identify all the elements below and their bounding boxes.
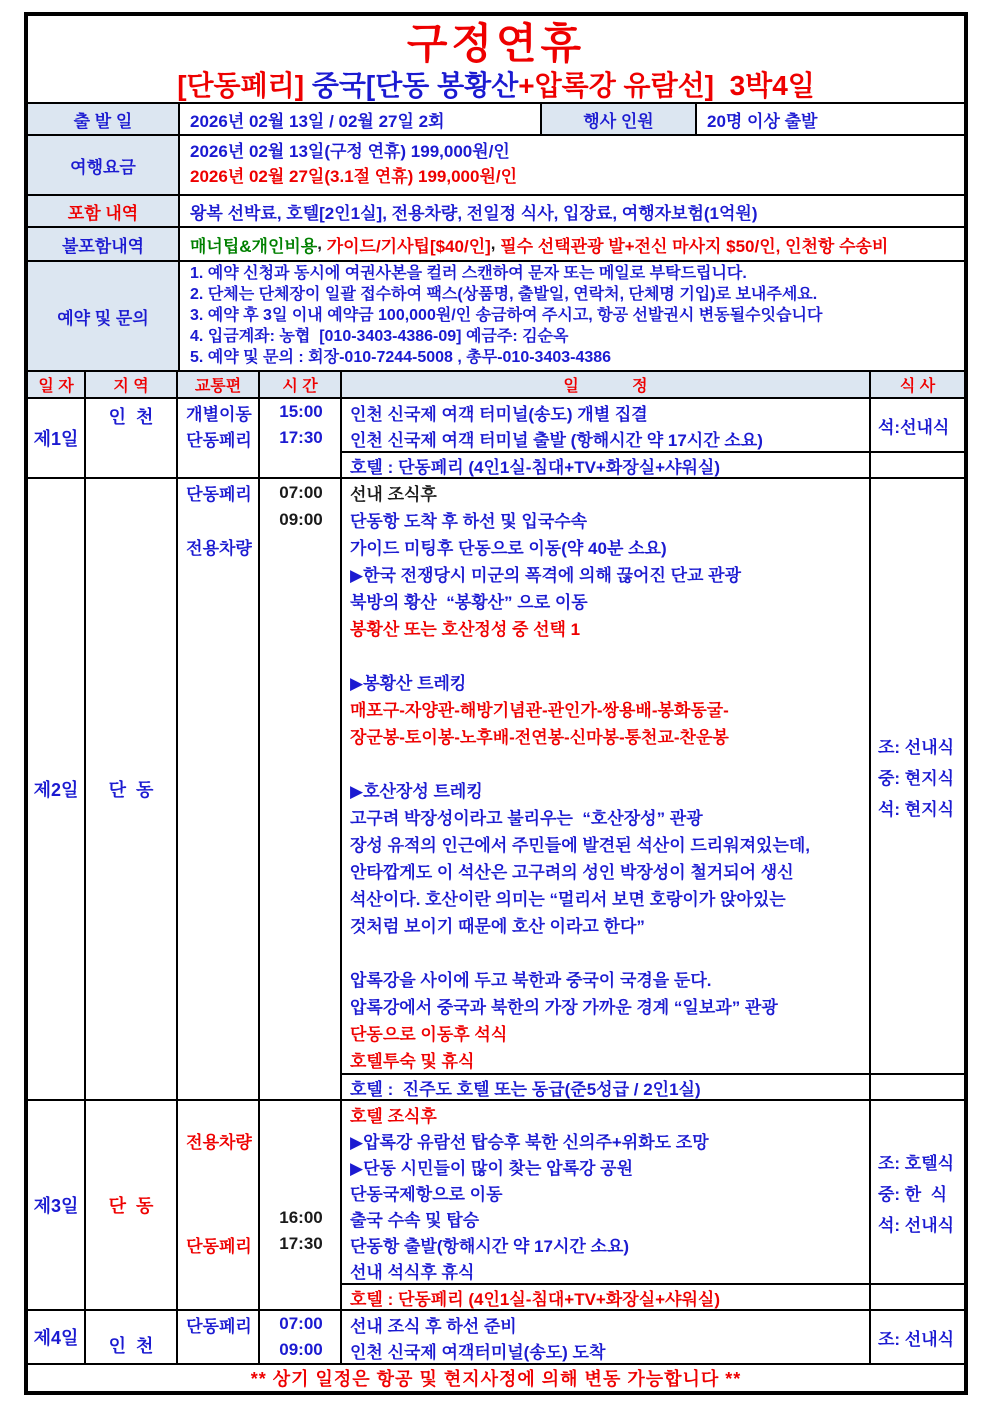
transport-label: 전용차량: [186, 539, 252, 558]
time-label: 16:00: [279, 1208, 323, 1227]
page-title: 구정연휴: [406, 20, 586, 67]
schedule-line: 고구려 박장성이라고 불리우는 “호산장성” 관광: [350, 809, 703, 828]
time-label: 15:00: [279, 402, 323, 421]
schedule-line: 가이드 미팅후 단동으로 이동(약 40분 소요): [350, 539, 667, 558]
header-schedule: 일 정: [342, 372, 871, 397]
day-label: 제1일: [28, 399, 86, 477]
schedule-line: ▶한국 전쟁당시 미군의 폭격에 의해 끊어진 단교 관광: [350, 566, 741, 585]
meal-item: 조: 호텔식: [878, 1153, 955, 1173]
schedule-line: 인천 신국제 여객 터미널(송도) 개별 집결: [350, 404, 648, 424]
included-label: 포함 내역: [28, 196, 180, 226]
meal-cell: [871, 479, 964, 1073]
departure-row: [28, 102, 964, 134]
schedule-line: 선내 조식 후 하선 준비: [350, 1316, 517, 1336]
schedule-line: ▶호산장성 트레킹: [350, 782, 483, 801]
included-value: 왕복 선박료, 호텔[2인1실], 전용차량, 전일정 식사, 입장료, 여행자보험(1억원): [190, 203, 758, 223]
transport-label: 전용차량: [186, 1132, 252, 1152]
header-meals: 식 사: [899, 378, 936, 395]
time-label: 07:00: [279, 1314, 323, 1333]
schedule-line: 압록강에서 중국과 북한의 가장 가까운 경계 “일보과” 관광: [350, 998, 778, 1017]
meal-item: 중: 현지식: [878, 768, 955, 788]
schedule-line: ▶단동 시민들이 많이 찾는 압록강 공원: [350, 1158, 634, 1178]
schedule-line: 것처럼 보이기 때문에 호산 이라고 한다”: [350, 917, 645, 936]
itinerary-document: [24, 12, 968, 1395]
party-size-value: 20명 이상 출발: [707, 111, 818, 131]
schedule-line: 장성 유적의 인근에서 주민들에 발견된 석산이 드리워져있는데,: [350, 836, 811, 855]
reserve-row: [28, 260, 964, 370]
schedule-line: 매포구-자양관-해방기념관-관인가-쌍용배-봉화동굴-: [350, 701, 729, 720]
price-line-2: 2026년 02월 27일(3.1절 연휴) 199,000원/인: [190, 167, 518, 187]
meal-cell: [871, 1311, 964, 1363]
meal-item: 중: 한 식: [878, 1184, 948, 1204]
schedule-line: ▶봉황산 트레킹: [350, 674, 467, 693]
text-segment: ,: [317, 234, 327, 253]
time-label: 09:00: [279, 509, 323, 529]
time-label: 07:00: [279, 482, 323, 502]
price-label: 여행요금: [28, 136, 180, 194]
schedule-line: 인천 신국제 여객터미널(송도) 도착: [350, 1342, 606, 1362]
schedule-line: 압록강을 사이에 두고 북한과 중국이 국경을 둔다.: [350, 971, 712, 990]
price-row: [28, 134, 964, 194]
schedule-line: 선내 조식후: [350, 485, 437, 504]
reserve-value: [180, 262, 964, 370]
itinerary-day: [28, 477, 964, 1099]
price-value: [180, 136, 964, 194]
text-segment: [단동페리]: [177, 70, 312, 101]
header-day: 일 자: [28, 372, 86, 397]
text-segment: 필수 선택관광 발+전신 마사지 $50/인, 인천항 수송비: [500, 236, 889, 256]
schedule-line: 호텔투숙 및 휴식: [350, 1052, 475, 1071]
meal-item: 조: 선내식: [878, 737, 955, 757]
region-label: 단 동: [86, 479, 178, 1099]
meal-cell: [871, 1101, 964, 1283]
schedule-line: 석산이다. 호산이란 의미는 “멀리서 보면 호랑이가 앉아있는: [350, 890, 786, 909]
transport-column: [178, 479, 260, 1099]
region-label: 인 천: [86, 1311, 178, 1363]
schedule-line: 북방의 황산 “봉황산” 으로 이동: [350, 593, 588, 612]
price-line-1: 2026년 02월 13일(구정 연휴) 199,000원/인: [190, 141, 510, 161]
meal-item: 석: 현지식: [878, 799, 955, 819]
reserve-line-4: 4. 입금계좌: 농협 [010-3403-4386-09] 예금주: 김순옥: [190, 328, 569, 346]
transport-label: 단동페리: [186, 430, 252, 450]
itinerary-days: [28, 397, 964, 1363]
hotel-meal-cell: [871, 1073, 964, 1099]
footer-note: ** 상기 일정은 항공 및 현지사정에 의해 변동 가능합니다 **: [28, 1363, 964, 1391]
transport-label: 개별이동: [186, 404, 252, 424]
text-segment: +압록강 유람선] 3박4일: [518, 70, 815, 101]
itinerary-day: [28, 397, 964, 477]
text-segment: 중국[단동 봉황산: [311, 70, 519, 101]
itinerary-day: [28, 1099, 964, 1309]
excluded-label: 불포함내역: [28, 228, 180, 260]
meal-item: 조: 선내식: [878, 1329, 955, 1349]
page-subtitle: [28, 66, 964, 102]
schedule-line: 단동항 도착 후 하선 및 입국수속: [350, 512, 588, 531]
excluded-value: [180, 228, 964, 260]
schedule-line: ▶압록강 유람선 탑승후 북한 신의주+위화도 조망: [350, 1132, 709, 1152]
text-segment: 가이드/기사팁[$40/인]: [326, 236, 491, 256]
reserve-label: 예약 및 문의: [28, 262, 180, 370]
info-table: [28, 102, 964, 370]
schedule-line: 인천 신국제 여객 터미널 출발 (항해시간 약 17시간 소요): [350, 430, 763, 450]
transport-label: 단동페리: [186, 485, 252, 504]
excluded-row: [28, 226, 964, 260]
schedule-line: 안타깝게도 이 석산은 고구려의 성인 박장성이 철거되어 생신: [350, 863, 794, 882]
schedule-line: 선내 석식후 휴식: [350, 1262, 475, 1282]
text-segment: ,: [490, 234, 501, 253]
header-region: 지 역: [86, 372, 178, 397]
party-size-label: 행사 인원: [540, 104, 697, 134]
reserve-line-5: 5. 예약 및 문의 : 회장-010-7244-5008 , 총무-010-3403-4386: [190, 349, 612, 367]
time-label: 17:30: [279, 428, 323, 447]
meal-item: 석: 선내식: [878, 1215, 955, 1235]
included-row: [28, 194, 964, 226]
departure-value: 2026년 02월 13일 / 02월 27일 2회: [190, 111, 445, 131]
reserve-line-3: 3. 예약 후 3일 이내 예약금 100,000원/인 송금하여 주시고, 항공 선발권시 변동될수잇습니다: [190, 307, 823, 325]
header-time: 시 간: [260, 372, 342, 397]
header-transport: 교통편: [178, 372, 260, 397]
day-label: 제2일: [28, 479, 86, 1099]
departure-label: 출 발 일: [28, 104, 180, 134]
schedule-line: 호텔 조식후: [350, 1106, 437, 1126]
schedule-line: 봉황산 또는 호산정성 중 선택 1: [350, 620, 581, 639]
meal-cell: [871, 399, 964, 451]
hotel-line: 호텔 : 진주도 호텔 또는 동급(준5성급 / 2인1실): [342, 1073, 871, 1099]
itinerary-day: [28, 1309, 964, 1363]
hotel-meal-cell: [871, 451, 964, 477]
schedule-line: 단동항 출발(항해시간 약 17시간 소요): [350, 1236, 630, 1256]
time-label: 09:00: [279, 1340, 323, 1359]
itinerary-header: [28, 370, 964, 397]
day-label: 제4일: [28, 1311, 86, 1363]
region-label: 단 동: [86, 1101, 178, 1309]
hotel-line: 호텔 : 단동페리 (4인1실-침대+TV+화장실+샤워실): [342, 1283, 871, 1309]
transport-label: 단동페리: [186, 1316, 252, 1336]
schedule-line: 장군봉-토이봉-노후배-전연봉-신마봉-통천교-찬운봉: [350, 728, 729, 747]
region-label: 인 천: [86, 399, 178, 477]
schedule-line: 단동으로 이동후 석식: [350, 1025, 508, 1044]
meal-item: 석:선내식: [878, 417, 950, 437]
schedule-line: 출국 수속 및 탑승: [350, 1210, 480, 1230]
transport-label: 단동페리: [186, 1236, 252, 1256]
schedule-line: 단동국제항으로 이동: [350, 1184, 503, 1204]
time-label: 17:30: [279, 1234, 323, 1253]
reserve-line-2: 2. 단체는 단체장이 일괄 접수하여 팩스(상품명, 출발일, 연락처, 단체명 기입)로 보내주세요.: [190, 286, 818, 304]
hotel-line: 호텔 : 단동페리 (4인1실-침대+TV+화장실+샤워실): [342, 451, 871, 477]
reserve-line-1: 1. 예약 신청과 동시에 여권사본을 컬러 스캔하여 문자 또는 메일로 부탁드립니다.: [190, 265, 747, 283]
day-label: 제3일: [28, 1101, 86, 1309]
hotel-meal-cell: [871, 1283, 964, 1309]
time-column: [260, 479, 342, 1099]
text-segment: 매너팁&개인비용: [190, 236, 318, 256]
